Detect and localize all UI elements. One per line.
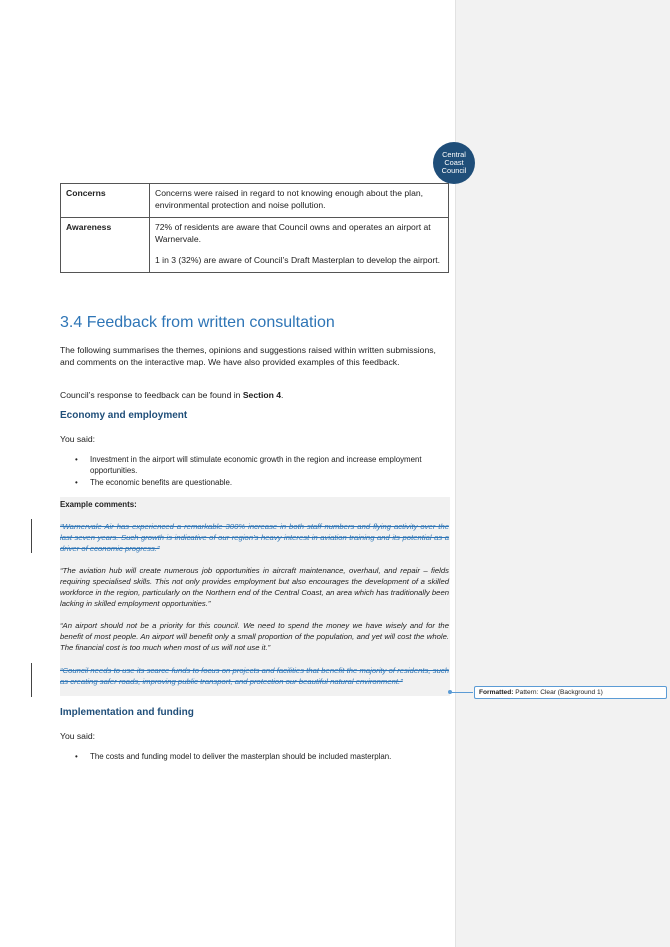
table-row [61, 184, 449, 218]
row-text: 72% of residents are aware that Council owns and operates an airport at Warnervale. [155, 222, 431, 244]
implementation-you-said: You said: [60, 731, 96, 741]
survey-summary-table [60, 183, 449, 273]
comment-label: Formatted: [479, 689, 514, 696]
section-title: 3.4 Feedback from written consultation [60, 314, 335, 331]
row-content [150, 184, 449, 218]
implementation-bullet-list [74, 752, 450, 765]
list-item: • The costs and funding model to deliver the masterplan should be included masterplan. [74, 752, 450, 763]
row-label: Concerns [61, 184, 150, 218]
row-text: 1 in 3 (32%) are aware of Council’s Draft Masterplan to develop the airport. [155, 255, 441, 265]
logo-line-3: Council [441, 166, 467, 175]
section-intro: The following summarises the themes, opinions and suggestions raised within written submissions, and comments on the interactive map. We have also provided examples of this feedback. [60, 345, 436, 367]
implementation-heading: Implementation and funding [60, 707, 194, 718]
row-content [150, 218, 449, 273]
change-bar [31, 663, 32, 697]
response-suffix: . [281, 390, 284, 400]
section-4-link: Section 4 [242, 390, 282, 400]
list-item: • Investment in the airport will stimulate economic growth in the region and increase employment opportunities. [74, 455, 450, 476]
row-text: Concerns were raised in regard to not knowing enough about the plan, environmental protection and noise pollution. [155, 188, 424, 210]
example-comments-title: Example comments: [60, 500, 137, 509]
list-item: • The economic benefits are questionable. [74, 478, 450, 489]
change-bar [31, 519, 32, 553]
logo-line-2: Coast [444, 158, 464, 167]
response-prefix: Council’s response to feedback can be found in [60, 390, 243, 400]
row-label: Awareness [61, 218, 150, 273]
quote: “The aviation hub will create numerous job opportunities in aircraft maintenance, overhaul, and repair – fields requiring specialised skills. This not only provides employment but also encourages the development of a skilled workforce in the region, particularly on the Northern end of the Central Coast, an area which has traditionally been lacking in skilled employment opportunities.” [60, 566, 449, 608]
logo-line-1: Central [442, 150, 466, 159]
response-reference [60, 389, 448, 401]
formatting-comment-balloon[interactable] [474, 686, 667, 699]
economy-bullet-list [74, 455, 450, 491]
central-coast-council-logo [433, 142, 475, 184]
quote-deleted: “Warnervale Air has experienced a remarkable 300% increase in both staff numbers and flying activity over the last seven years. Such growth is indicative of our region’s heavy interest in aviation training and its potential as a driver of economic progress.” [60, 522, 449, 553]
comment-text: Pattern: Clear (Background 1) [513, 689, 603, 696]
table-row [61, 218, 449, 273]
economy-you-said: You said: [60, 434, 96, 444]
comment-connector [449, 692, 473, 693]
quote-deleted: “Council needs to use its scarce funds to focus on projects and facilities that benefit the majority of residents, such as creating safer roads, improving public transport, and protection our beautiful natural environment.” [60, 666, 449, 686]
quote: “An airport should not be a priority for this council. We need to spend the money we have wisely and for the benefit of most people. An airport will benefit only a small proportion of the population, and yet will cost the whole. The financial cost is too much when most of us will not use it.” [60, 621, 449, 652]
comment-margin-pane [455, 0, 670, 947]
economy-heading: Economy and employment [60, 410, 188, 421]
